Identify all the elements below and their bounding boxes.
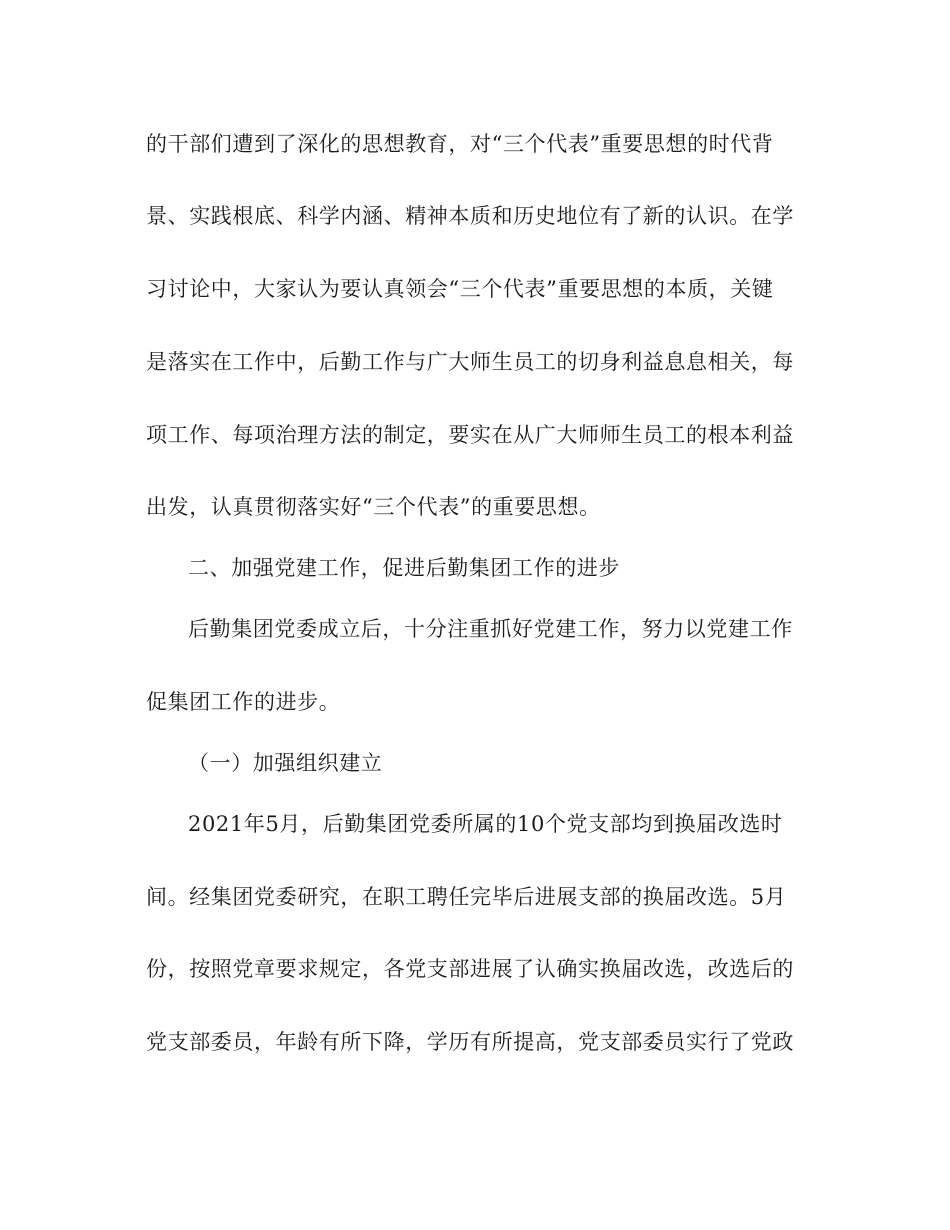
body-text-line: 景、实践根底、科学内涵、精神本质和历史地位有了新的认识。在学 [146,204,794,228]
section-heading: 二、加强党建工作，促进后勤集团工作的进步 [188,556,620,580]
body-text-line: 促集团工作的进步。 [146,690,341,714]
body-text-line: 习讨论中，大家认为要认真领会“三个代表”重要思想的本质，关键 [146,277,774,301]
body-text-line: 的干部们遭到了深化的思想教育，对“三个代表”重要思想的时代背 [146,132,774,156]
subsection-heading: （一）加强组织建立 [188,751,383,775]
body-text-line: 份，按照党章要求规定，各党支部进展了认确实换届改选，改选后的 [146,957,794,981]
paragraph-first-line: 后勤集团党委成立后，十分注重抓好党建工作，努力以党建工作 [188,617,793,641]
body-text-line: 项工作、每项治理方法的制定，要实在从广大师师生员工的根本利益 [146,423,794,447]
body-text-line: 是落实在工作中，后勤工作与广大师生员工的切身利益息息相关，每 [146,350,794,374]
body-text-line: 党支部委员，年龄有所下降，学历有所提高，党支部委员实行了党政 [146,1030,794,1054]
paragraph-first-line: 2021年5月，后勤集团党委所属的10个党支部均到换届改选时 [188,812,783,836]
body-text-line: 间。经集团党委研究，在职工聘任完毕后进展支部的换届改选。5月 [146,885,787,909]
body-text-line: 出发，认真贯彻落实好“三个代表”的重要思想。 [146,495,601,519]
